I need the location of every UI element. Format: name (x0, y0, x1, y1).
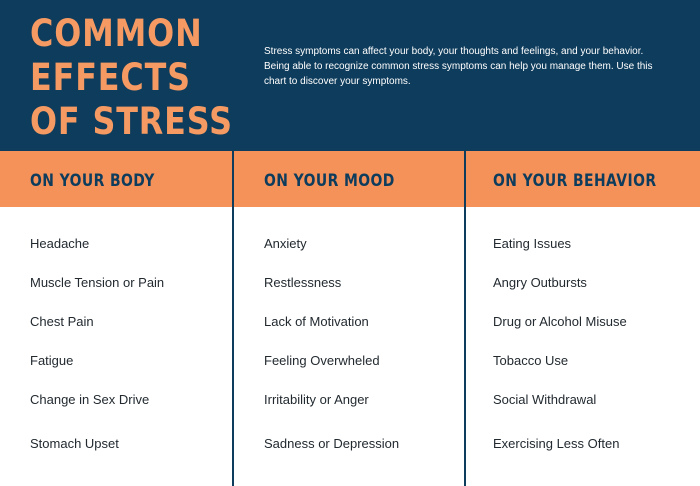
list-item: Stomach Upset (30, 436, 119, 451)
list-item: Drug or Alcohol Misuse (493, 314, 627, 329)
title-line: EFFECTS (30, 56, 191, 99)
list-item: Lack of Motivation (264, 314, 369, 329)
list-item: Fatigue (30, 353, 74, 368)
list-item: Exercising Less Often (493, 436, 620, 451)
title-line: COMMON (30, 12, 203, 55)
list-item: Angry Outbursts (493, 275, 587, 290)
list-item: Chest Pain (30, 314, 94, 329)
column-divider (464, 151, 466, 486)
intro-text: Stress symptoms can affect your body, your thoughts and feelings, and your behavior. Being able to recognize common stress symptoms can help you manage them. Use this chart to discover your symptoms. (264, 46, 653, 87)
list-item: Eating Issues (493, 236, 572, 251)
list-item: Irritability or Anger (264, 392, 369, 407)
list-item: Anxiety (264, 236, 307, 251)
list-item: Social Withdrawal (493, 392, 597, 407)
page-title (30, 12, 233, 144)
list-item: Tobacco Use (493, 353, 569, 368)
column-heading-body: ON YOUR BODY (30, 171, 155, 191)
column-heading-mood: ON YOUR MOOD (264, 171, 395, 191)
column-divider (232, 151, 234, 486)
column-heading-behavior: ON YOUR BEHAVIOR (493, 171, 657, 191)
title-line: OF STRESS (30, 100, 233, 143)
header-banner (0, 0, 700, 151)
list-item: Restlessness (264, 275, 342, 290)
list-item: Sadness or Depression (264, 436, 400, 451)
list-item: Muscle Tension or Pain (30, 275, 165, 290)
list-item: Change in Sex Drive (30, 392, 150, 407)
list-item: Headache (30, 236, 90, 251)
list-item: Feeling Overwheled (264, 353, 380, 368)
